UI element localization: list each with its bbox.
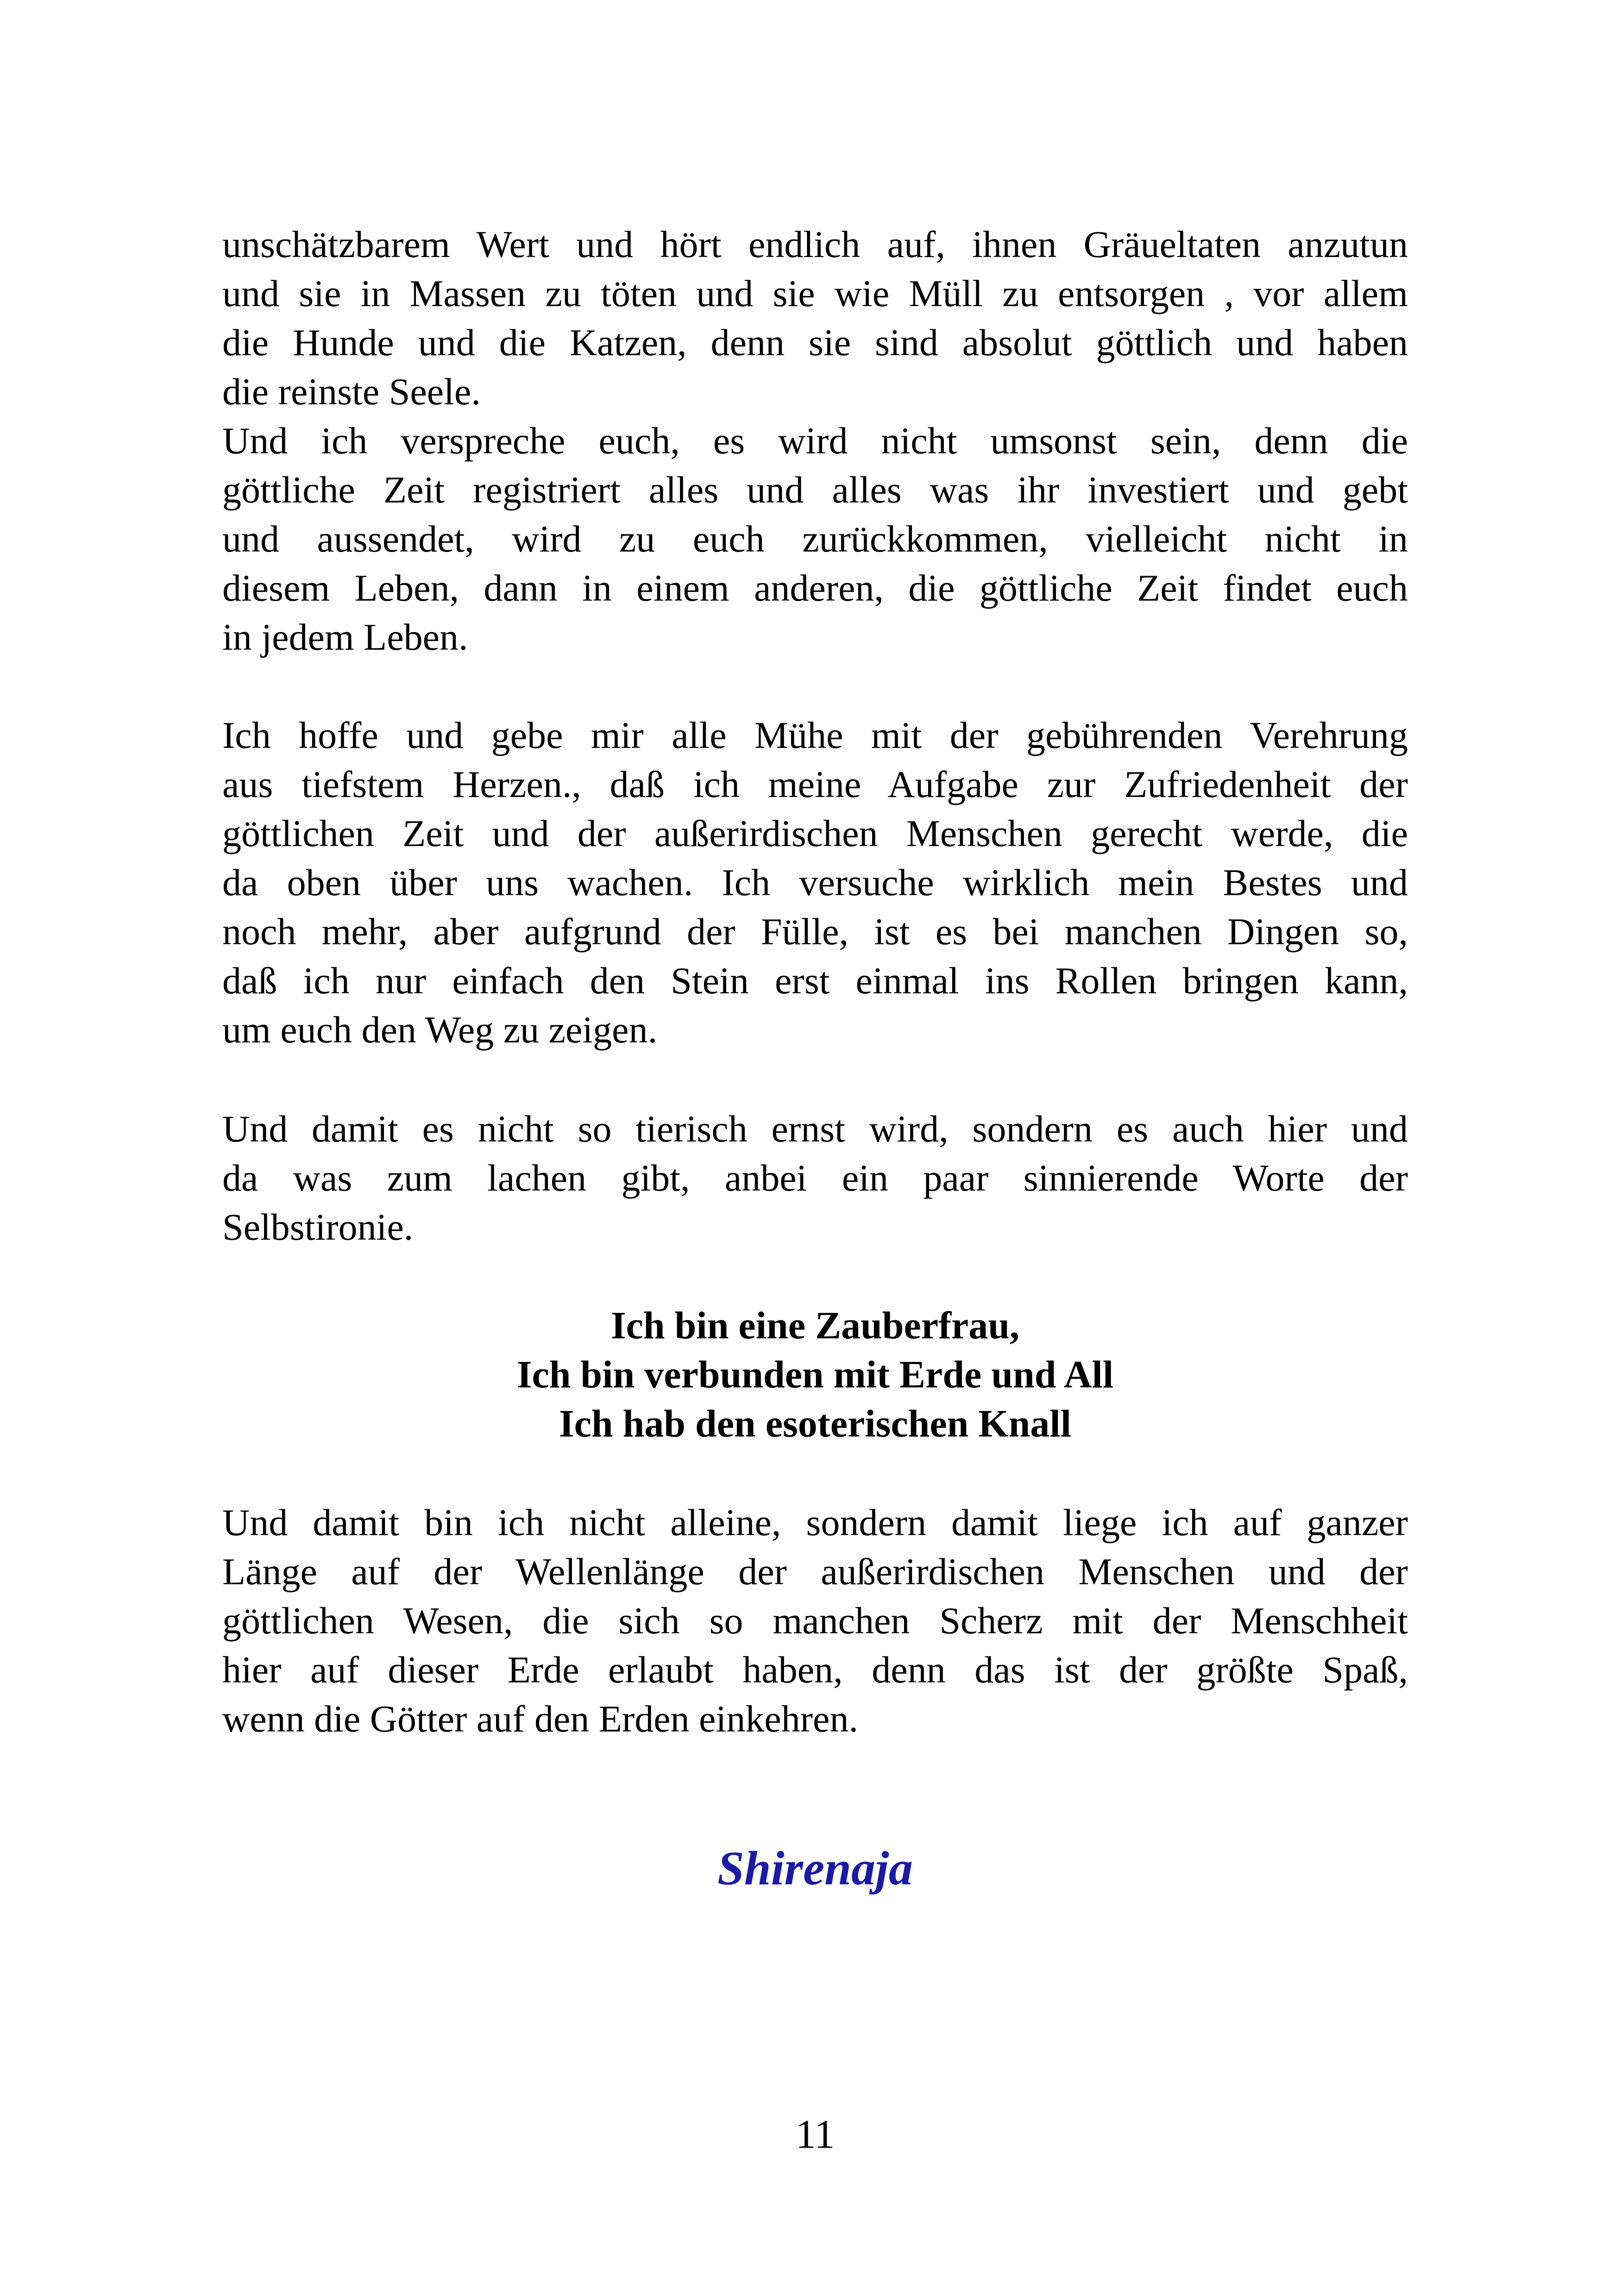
text-line: aus tiefstem Herzen., daß ich meine Aufgabe zur Zufriedenheit der (222, 763, 1408, 805)
text-line: die reinste Seele. (222, 370, 481, 413)
text-line: Ich hoffe und gebe mir alle Mühe mit der gebührenden Verehrung (222, 714, 1408, 756)
text-line: noch mehr, aber aufgrund der Fülle, ist es bei manchen Dingen so, (222, 910, 1408, 953)
text-line: um euch den Weg zu zeigen. (222, 1009, 658, 1051)
paragraph-1 (222, 220, 1408, 662)
paragraph-4 (222, 1498, 1408, 1744)
text-line: diesem Leben, dann in einem anderen, die göttliche Zeit findet euch (222, 567, 1408, 609)
verse-line: Ich bin eine Zauberfrau, (610, 1304, 1020, 1347)
text-line: Selbstironie. (222, 1206, 414, 1248)
text-line: hier auf dieser Erde erlaubt haben, denn das ist der größte Spaß, (222, 1649, 1408, 1691)
text-line: daß ich nur einfach den Stein erst einmal ins Rollen bringen kann, (222, 960, 1408, 1002)
text-line: unschätzbarem Wert und hört endlich auf, ihnen Gräueltaten anzutun (222, 223, 1408, 265)
page-number: 11 (795, 2112, 835, 2157)
text-line: die Hunde und die Katzen, denn sie sind absolut göttlich und haben (222, 321, 1408, 364)
text-line: da was zum lachen gibt, anbei ein paar sinnierende Worte der (222, 1157, 1408, 1199)
text-line: und aussendet, wird zu euch zurückkommen, vielleicht nicht in (222, 518, 1408, 560)
text-line: Und ich verspreche euch, es wird nicht umsonst sein, denn die (222, 420, 1408, 462)
text-line: da oben über uns wachen. Ich versuche wirklich mein Bestes und (222, 861, 1408, 903)
verse-line: Ich bin verbunden mit Erde und All (516, 1353, 1114, 1396)
text-line: wenn die Götter auf den Erden einkehren. (222, 1698, 858, 1740)
text-line: göttliche Zeit registriert alles und alles was ihr investiert und gebt (222, 469, 1408, 511)
text-line: in jedem Leben. (222, 616, 468, 658)
author-signature: Shirenaja (717, 1842, 913, 1895)
paragraph-2 (222, 711, 1408, 1054)
verse-line: Ich hab den esoterischen Knall (559, 1402, 1072, 1445)
text-line: göttlichen Wesen, die sich so manchen Scherz mit der Menschheit (222, 1600, 1408, 1642)
text-line: göttlichen Zeit und der außerirdischen Menschen gerecht werde, die (222, 812, 1408, 854)
text-line: Länge auf der Wellenlänge der außerirdischen Menschen und der (222, 1550, 1408, 1593)
paragraph-3 (222, 1104, 1408, 1252)
text-line: Und damit bin ich nicht alleine, sondern damit liege ich auf ganzer (222, 1501, 1408, 1543)
text-line: und sie in Massen zu töten und sie wie Müll zu entsorgen , vor allem (222, 272, 1408, 314)
verse-block (222, 1301, 1408, 1449)
text-line: Und damit es nicht so tierisch ernst wird, sondern es auch hier und (222, 1108, 1408, 1150)
